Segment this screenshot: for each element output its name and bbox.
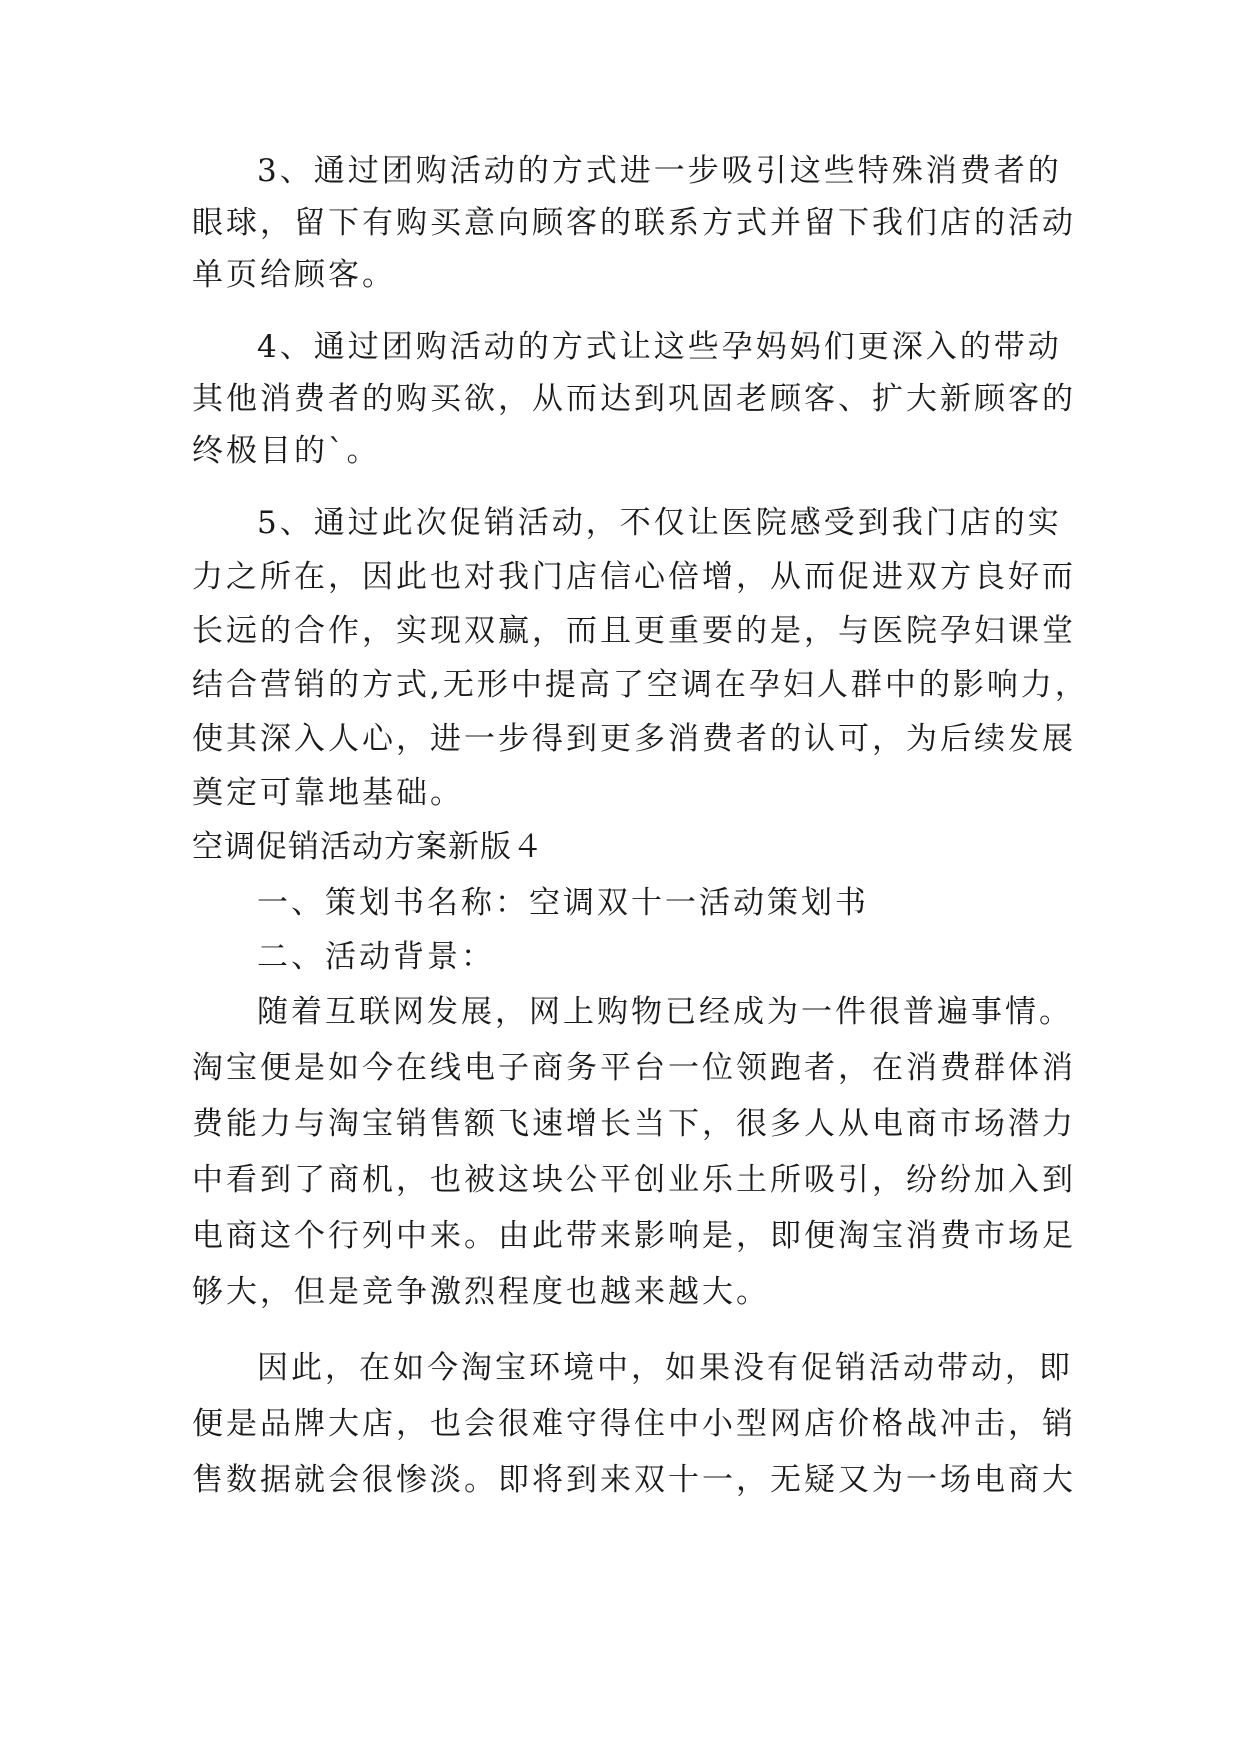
paragraph-line: 5、通过此次促销活动，不仅让医院感受到我门店的实 — [257, 505, 1062, 541]
paragraph-line: 单页给顾客。 — [192, 257, 396, 293]
paragraph-line: 费能力与淘宝销售额飞速增长当下，很多人从电商市场潜力 — [192, 1106, 1076, 1142]
paragraph-line: 淘宝便是如今在线电子商务平台一位领跑者，在消费群体消 — [192, 1050, 1076, 1086]
paragraph-line: 长远的合作，实现双赢，而且更重要的是，与医院孕妇课堂 — [192, 613, 1076, 649]
paragraph-line: 电商这个行列中来。由此带来影响是，即便淘宝消费市场足 — [192, 1218, 1076, 1254]
paragraph-line: 奠定可靠地基础。 — [192, 775, 464, 811]
paragraph-line: 中看到了商机，也被这块公平创业乐土所吸引，纷纷加入到 — [192, 1162, 1076, 1198]
paragraph-line: 力之所在，因此也对我门店信心倍增，从而促进双方良好而 — [192, 559, 1076, 595]
paragraph-line: 够大，但是竞争激烈程度也越来越大。 — [192, 1274, 770, 1310]
paragraph-line: 便是品牌大店，也会很难守得住中小型网店价格战冲击，销 — [192, 1406, 1076, 1442]
paragraph-line: 一、策划书名称：空调双十一活动策划书 — [257, 885, 869, 921]
paragraph-line: 因此，在如今淘宝环境中，如果没有促销活动带动，即 — [257, 1350, 1073, 1386]
paragraph-line: 售数据就会很惨淡。即将到来双十一，无疑又为一场电商大 — [192, 1462, 1076, 1498]
section-heading: 空调促销活动方案新版４ — [192, 829, 544, 865]
paragraph-line: 结合营销的方式,无形中提高了空调在孕妇人群中的影响力， — [192, 667, 1089, 703]
paragraph-line: 其他消费者的购买欲，从而达到巩固老顾客、扩大新顾客的 — [192, 381, 1076, 417]
paragraph-line: 使其深入人心，进一步得到更多消费者的认可，为后续发展 — [192, 721, 1076, 757]
paragraph-line: 随着互联网发展，网上购物已经成为一件很普遍事情。 — [257, 994, 1073, 1030]
paragraph-line: 3、通过团购活动的方式进一步吸引这些特殊消费者的 — [257, 153, 1062, 189]
paragraph-line: 二、活动背景： — [257, 939, 495, 975]
paragraph-line: 终极目的`。 — [192, 433, 381, 469]
paragraph-line: 眼球，留下有购买意向顾客的联系方式并留下我们店的活动 — [192, 205, 1076, 241]
paragraph-line: 4、通过团购活动的方式让这些孕妈妈们更深入的带动 — [257, 329, 1062, 365]
